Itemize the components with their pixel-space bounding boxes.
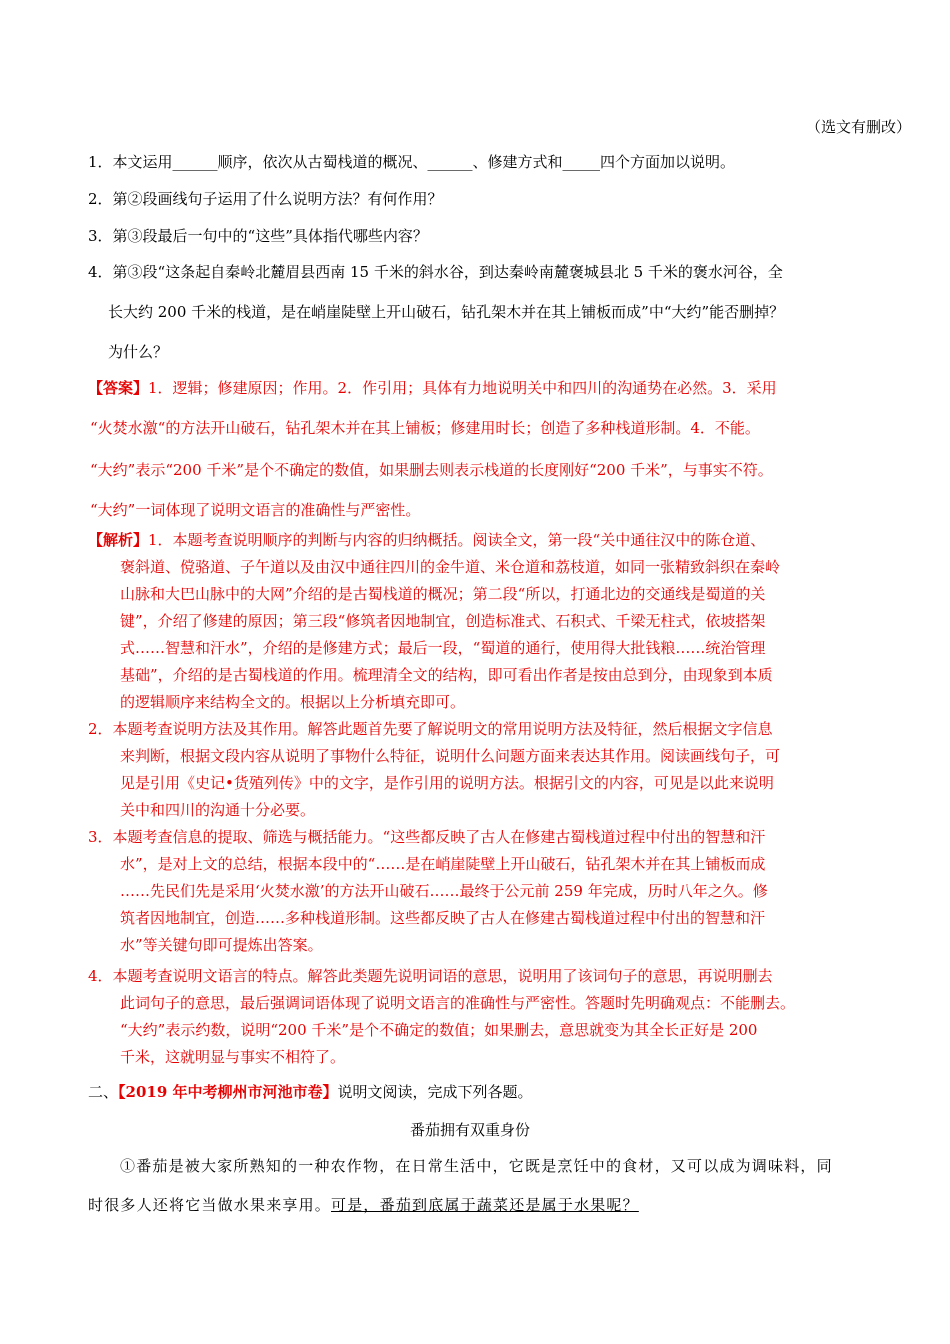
section-2-prefix: 二、 (88, 1083, 119, 1101)
analysis-line: 此词句子的意思，最后强调词语体现了说明文语言的准确性与严密性。答题时先明确观点：不能删去。 (120, 994, 796, 1012)
answer-line (88, 378, 777, 398)
analysis-line: 水”等关键句即可提炼出答案。 (120, 936, 323, 954)
answer-tag: 【答案】 (88, 379, 149, 397)
analysis-line: 3．本题考查信息的提取、筛选与概括能力。“这些都反映了古人在修建古蜀栈道过程中付出的智慧和汗 (88, 828, 766, 846)
question-4-cont: 长大约 200 千米的栈道，是在峭崖陡壁上开山破石，钻孔架木并在其上铺板而成”中“大约”能否删掉？ (108, 303, 785, 321)
analysis-line: 千米，这就明显与事实不相符了。 (120, 1048, 346, 1066)
analysis-line: 基础”，介绍的是古蜀栈道的作用。梳理清全文的结构，即可看出作者是按由总到分，由现象到本质 (120, 666, 773, 684)
source-note: （选文有删改） (806, 118, 912, 136)
underlined-sentence: 可是，番茄到底属于蔬菜还是属于水果呢？ (331, 1196, 639, 1214)
section-2-source: 【2019 年中考柳州市河池市卷】 (118, 1083, 338, 1101)
section-2-instruction: 说明文阅读，完成下列各题。 (337, 1083, 533, 1101)
question-4: 4．第③段“这条起自秦岭北麓眉县西南 15 千米的斜水谷，到达秦岭南麓褒城县北 5 千米的褒水河谷，全 (88, 263, 783, 281)
question-2: 2．第②段画线句子运用了什么说明方法？有何作用？ (88, 190, 443, 208)
article-title: 番茄拥有双重身份 (410, 1121, 531, 1139)
analysis-line: 筑者因地制宜，创造……多种栈道形制。这些都反映了古人在修建古蜀栈道过程中付出的智慧和汗 (120, 909, 766, 927)
analysis-text: 1．本题考查说明顺序的判断与内容的归纳概括。阅读全文，第一段“关中通往汉中的陈仓道、 (148, 531, 766, 549)
answer-line: “火焚水激“的方法开山破石，钻孔架木并在其上铺板；修建用时长；创造了多种栈道形制。4．不能。 (90, 419, 760, 437)
answer-line: “大约”一词体现了说明文语言的准确性与严密性。 (90, 501, 421, 519)
analysis-line: ……先民们先是采用‘火焚水激’的方法开山破石……最终于公元前 259 年完成，历时八年之久。修 (120, 882, 768, 900)
article-paragraph-1-cont (88, 1195, 639, 1215)
analysis-line: 关中和四川的沟通十分必要。 (120, 801, 316, 819)
analysis-line: 褒斜道、傥骆道、子午道以及由汉中通往四川的金牛道、米仓道和荔枝道，如同一张精致斜织在秦岭 (120, 558, 781, 576)
analysis-line (88, 530, 765, 550)
answer-text: 1．逻辑；修建原因；作用。2．作引用；具体有力地说明关中和四川的沟通势在必然。3．采用 (148, 379, 777, 397)
article-text: 时很多人还将它当做水果来享用。 (88, 1196, 332, 1214)
analysis-line: 4．本题考查说明文语言的特点。解答此类题先说明词语的意思，说明用了该词句子的意思，再说明删去 (88, 967, 773, 985)
analysis-line: 见是引用《史记•货殖列传》中的文字，是作引用的说明方法。根据引文的内容，可见是以此来说明 (120, 774, 774, 792)
article-paragraph-1: ①番茄是被大家所熟知的一种农作物，在日常生活中，它既是烹饪中的食材，又可以成为调味料，同 (120, 1157, 833, 1175)
analysis-line: 水”，是对上文的总结，根据本段中的“……是在峭崖陡壁上开山破石，钻孔架木并在其上铺板而成 (120, 855, 766, 873)
analysis-line: 来判断，根据文段内容从说明了事物什么特征，说明什么问题方面来表达其作用。阅读画线句子，可 (120, 747, 781, 765)
analysis-line: 山脉和大巴山脉中的大网”介绍的是古蜀栈道的概况；第二段“所以，打通北边的交通线是蜀道的关 (120, 585, 766, 603)
question-1: 1．本文运用______顺序，依次从古蜀栈道的概况、______、修建方式和_____四个方面加以说明。 (88, 153, 736, 171)
answer-line: “大约”表示“200 千米”是个不确定的数值，如果删去则表示栈道的长度刚好“200 千米”，与事实不符。 (90, 461, 773, 479)
analysis-line: 键”，介绍了修建的原因；第三段“修筑者因地制宜，创造标准式、石积式、千梁无柱式，依坡搭架 (120, 612, 766, 630)
analysis-line: 式……智慧和汗水”，介绍的是修建方式；最后一段，“蜀道的通行，使用得大批钱粮……统治管理 (120, 639, 766, 657)
section-2-heading (88, 1082, 533, 1102)
analysis-tag: 【解析】 (88, 531, 149, 549)
analysis-line: 2．本题考查说明方法及其作用。解答此题首先要了解说明文的常用说明方法及特征，然后根据文字信息 (88, 720, 773, 738)
analysis-line: 的逻辑顺序来结构全文的。根据以上分析填充即可。 (120, 693, 466, 711)
analysis-line: “大约”表示约数，说明“200 千米”是个不确定的数值；如果删去，意思就变为其全长正好是 200 (120, 1021, 758, 1039)
question-3: 3．第③段最后一句中的“这些”具体指代哪些内容？ (88, 227, 428, 245)
question-4-cont: 为什么？ (108, 343, 169, 361)
